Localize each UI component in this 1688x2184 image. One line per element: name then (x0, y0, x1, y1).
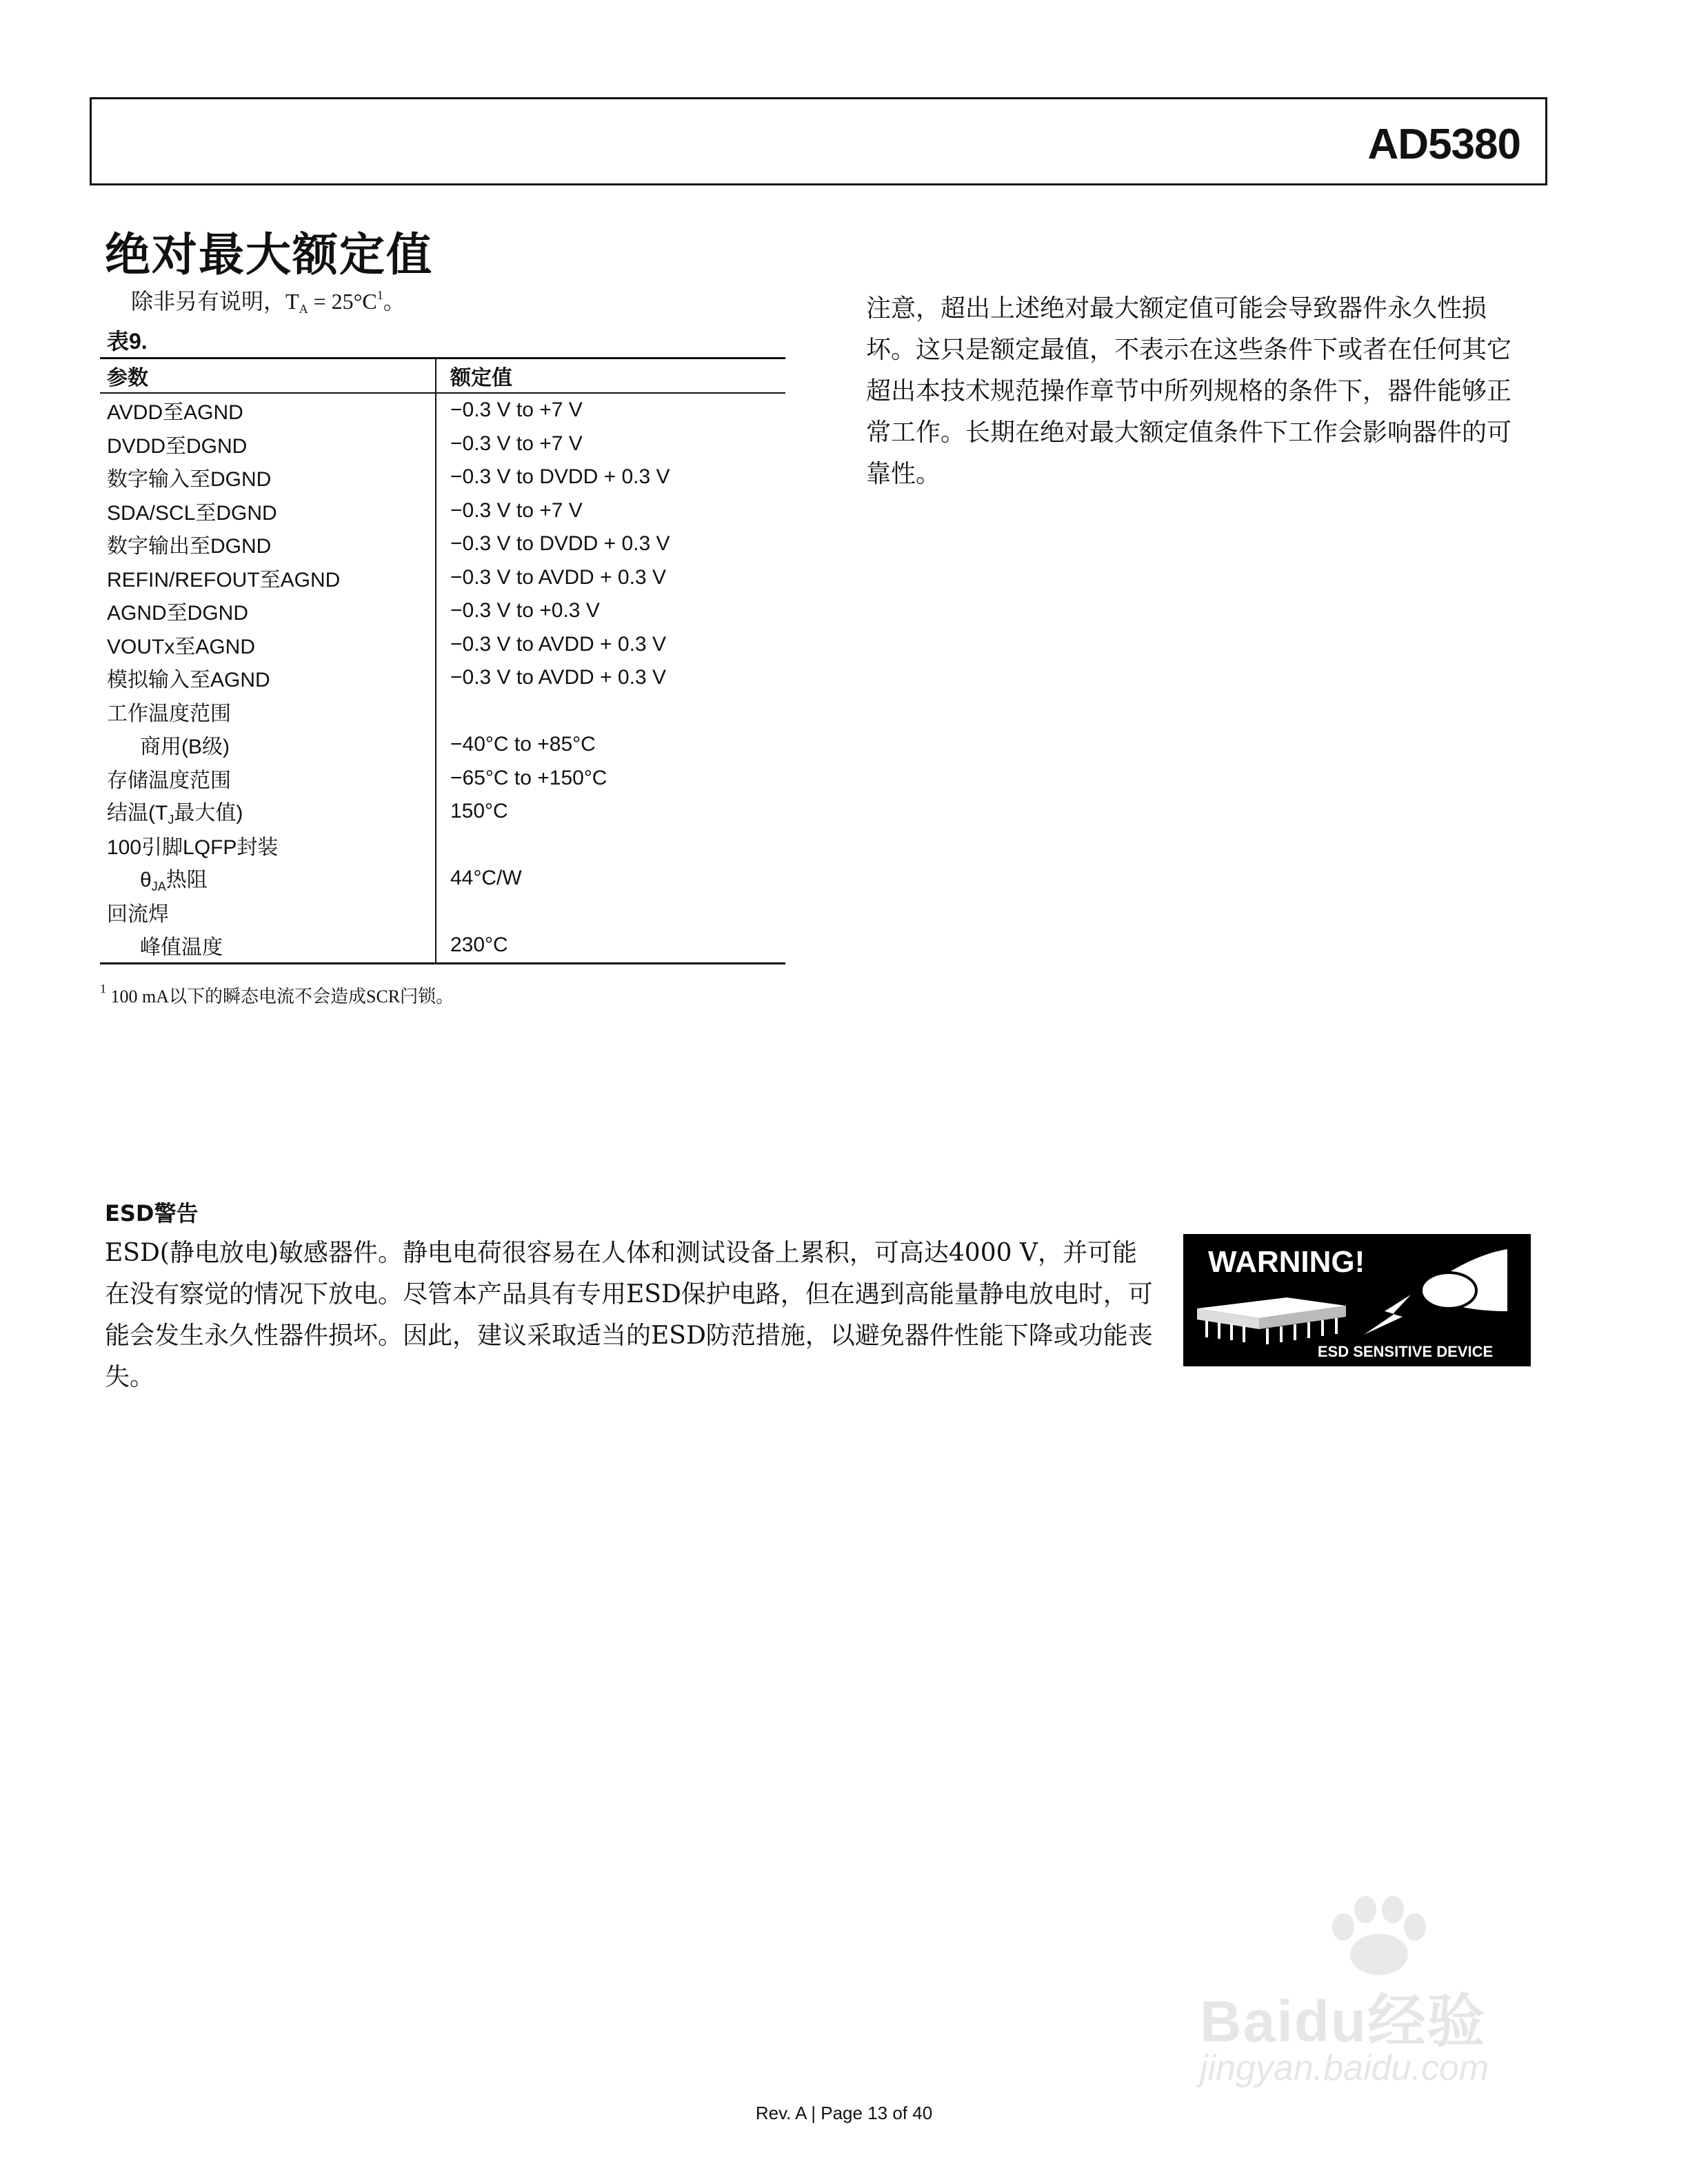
param-sub: J (168, 813, 174, 827)
param-prefix: θ (140, 869, 152, 892)
param-cell: 回流焊 (107, 902, 169, 926)
table-row (100, 695, 785, 729)
rating-cell (435, 829, 785, 862)
footnote-text: 100 mA以下的瞬态电流不会造成SCR闩锁。 (106, 987, 454, 1007)
esd-warning-badge (1183, 1234, 1531, 1366)
rating-cell: −0.3 V to DVDD + 0.3 V (435, 527, 785, 561)
table-row (100, 829, 785, 862)
spec-table (100, 357, 785, 964)
paw-icon (1310, 1889, 1448, 1979)
intro-prefix: 除非另有说明，T (131, 289, 299, 314)
param-cell: 商用(B级) (140, 736, 230, 759)
table-caption: 表9. (107, 329, 148, 354)
rating-cell (435, 896, 785, 929)
footnote-marker: 1 (100, 982, 106, 995)
param-cell: 模拟输入至AGND (107, 669, 270, 692)
table-row (100, 795, 785, 829)
param-cell: DVDD至DGND (107, 434, 248, 458)
section-title: 绝对最大额定值 (105, 228, 433, 281)
baidu-watermark (1186, 1889, 1572, 2110)
param-cell: SDA/SCL至DGND (107, 501, 277, 525)
rating-cell: −0.3 V to +7 V (435, 394, 785, 427)
table-row (100, 494, 785, 528)
param-cell: AVDD至AGND (107, 401, 243, 425)
param-cell: 工作温度范围 (107, 702, 231, 725)
table-row (100, 527, 785, 561)
param-cell: 峰值温度 (140, 936, 223, 960)
rating-cell: −0.3 V to AVDD + 0.3 V (435, 628, 785, 662)
param-suffix: 热阻 (165, 869, 208, 892)
watermark-url: jingyan.baidu.com (1200, 2048, 1489, 2088)
rating-cell: −0.3 V to +0.3 V (435, 594, 785, 628)
table-row (100, 661, 785, 695)
table-row (100, 929, 785, 962)
rating-cell: 44°C/W (435, 862, 785, 896)
intro-sub: A (299, 302, 308, 316)
table-row (100, 896, 785, 929)
param-cell: AGND至DGND (107, 602, 249, 625)
esd-warning-title: WARNING! (1208, 1245, 1365, 1279)
table-header (100, 359, 785, 394)
table-row (100, 461, 785, 494)
table-row (100, 728, 785, 762)
rating-cell (435, 695, 785, 729)
table-row (100, 594, 785, 628)
param-suffix: 最大值) (174, 802, 243, 825)
param-cell: 100引脚LQFP封装 (107, 836, 279, 859)
rating-cell: −65°C to +150°C (435, 762, 785, 796)
param-cell: 存储温度范围 (107, 769, 231, 792)
param-cell (100, 862, 435, 894)
intro-suffix: 。 (383, 289, 405, 314)
intro-middle: = 25°C (308, 289, 377, 314)
rating-cell: −0.3 V to +7 V (435, 494, 785, 528)
table-row (100, 561, 785, 595)
rating-cell: −40°C to +85°C (435, 728, 785, 762)
param-cell: 数字输出至DGND (107, 535, 272, 558)
page-footer: Rev. A | Page 13 of 40 (755, 2103, 933, 2123)
param-sub: JA (151, 880, 166, 894)
intro-sup: 1 (376, 288, 383, 302)
param-prefix: 结温(T (107, 802, 168, 825)
rating-cell: −0.3 V to AVDD + 0.3 V (435, 661, 785, 695)
watermark-brand: Baidu经验 (1200, 1989, 1487, 2054)
part-number: AD5380 (1367, 121, 1520, 168)
rating-cell: −0.3 V to AVDD + 0.3 V (435, 561, 785, 595)
param-cell: REFIN/REFOUT至AGND (107, 568, 341, 592)
header-param: 参数 (107, 366, 148, 390)
table-row (100, 762, 785, 796)
table-row (100, 862, 785, 896)
param-cell (100, 796, 435, 827)
footnote (100, 982, 454, 1008)
table-row (100, 427, 785, 461)
rating-cell: 150°C (435, 795, 785, 829)
rating-cell: 230°C (435, 929, 785, 962)
table-row (100, 394, 785, 427)
param-cell: VOUTx至AGND (107, 635, 256, 658)
esd-paragraph: ESD(静电放电)敏感器件。静电电荷很容易在人体和测试设备上累积，可高达4000 V，并可能在没有察觉的情况下放电。尽管本产品具有专用ESD保护电路，但在遇到高能量静电放电时，可能会发生永久性器件损坏。因此，建议采取适当的ESD防范措施，以避免器件性能下降或功能丧失。 (105, 1239, 1153, 1391)
param-cell: 数字输入至DGND (107, 468, 272, 492)
header-box (90, 97, 1547, 185)
rating-cell: −0.3 V to +7 V (435, 427, 785, 461)
caution-paragraph: 注意，超出上述绝对最大额定值可能会导致器件永久性损坏。这只是额定最值，不表示在这些条件下或者在任何其它超出本技术规范操作章节中所列规格的条件下，器件能够正常工作。长期在绝对最大额定值条件下工作会影响器件的可靠性。 (866, 294, 1512, 488)
esd-device-caption: ESD SENSITIVE DEVICE (1317, 1343, 1494, 1360)
esd-heading: ESD警告 (105, 1200, 199, 1226)
header-rating: 额定值 (435, 359, 785, 392)
intro-line (131, 284, 405, 316)
table-row (100, 628, 785, 662)
rating-cell: −0.3 V to DVDD + 0.3 V (435, 461, 785, 494)
